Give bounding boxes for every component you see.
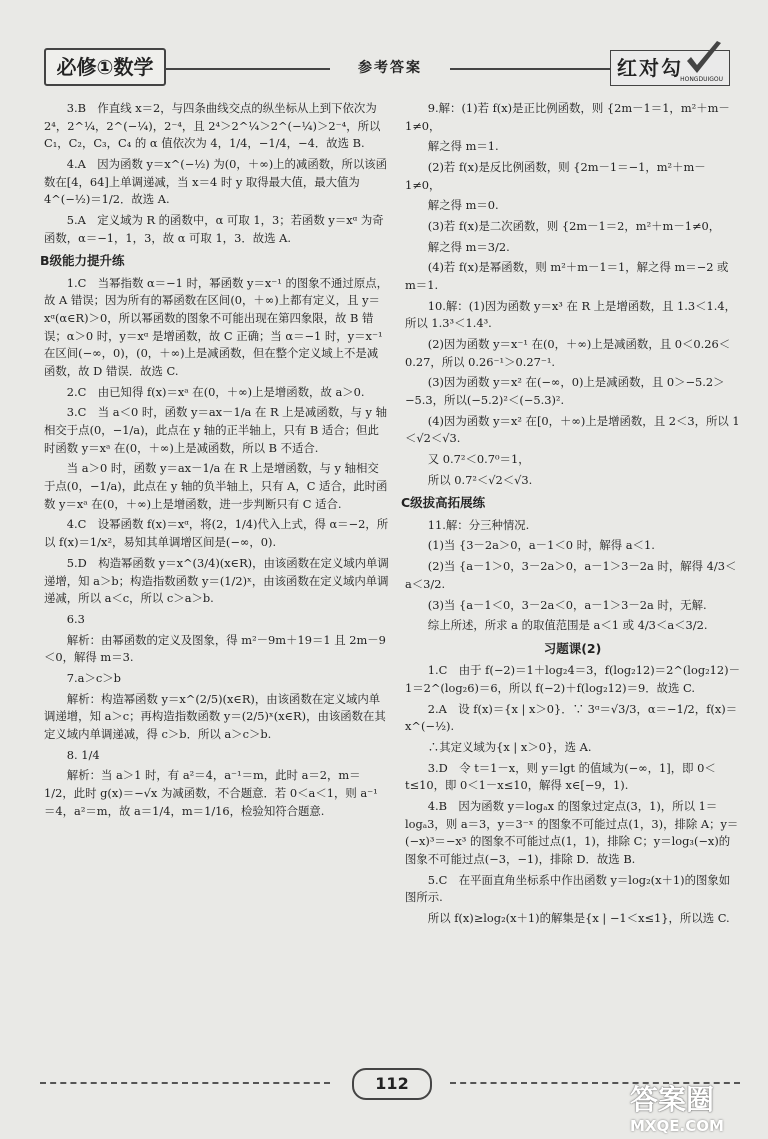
section-heading: C级拔高拓展练 [401, 495, 486, 511]
answer-paragraph: 5.D 构造幂函数 y＝x^(3/4)(x∈R)，由该函数在定义域内单调递增，知 a＞b；构造指数函数 y＝(1/2)ˣ，由该函数在定义域内单调递减，所以 a＜c，所以 c＞a＞b. [44, 555, 389, 606]
site-watermark [630, 1078, 750, 1136]
answer-paragraph: 3.C 当 a＜0 时，函数 y＝ax－1/a 在 R 上是减函数，与 y 轴相交于点(0，−1/a)，此点在 y 轴的正半轴上，只有 B 适合；但此时函数 y＝xᵃ 在(0，＋∞)上是减函数，所以 B 不适合. [44, 405, 387, 455]
answer-paragraph: 解之得 m＝3/2. [427, 239, 510, 254]
answer-paragraph: 综上所述，所求 a 的取值范围是 a＜1 或 4/3＜a＜3/2. [427, 618, 708, 633]
checkmark-icon [681, 37, 725, 81]
brand-name: 红对勾 [617, 56, 683, 80]
answer-paragraph: 5.C 在平面直角坐标系中作出函数 y＝log₂(x＋1)的图象如图所示. [405, 872, 731, 905]
answer-paragraph: 又 0.7²＜0.7⁰＝1， [427, 452, 530, 467]
answer-paragraph: 解析：当 a＞1 时，有 a²＝4，a⁻¹＝m，此时 a＝2，m＝1/2，此时 g(x)＝−√x 为减函数，不合题意．若 0＜a＜1，则 a⁻¹＝4，a²＝m，故 a＝1/4，m＝1/16，检验知符合题意. [44, 768, 378, 818]
answer-paragraph: 4.B 因为函数 y＝logₐx 的图象过定点(3，1)，所以 1＝logₐ3，则 a＝3，y＝3⁻ˣ 的图象不可能过点(1，3)，排除 A；y＝(−x)³＝−x³ 的图象不可能过点(1，1)，排除 C；y＝log₃(−x)的图象不可能过点(−3，−1)，排除 D．故选 B. [405, 798, 739, 866]
answer-paragraph: 8. 1/4 [66, 747, 100, 762]
answer-paragraph: 当 a＞0 时，函数 y＝ax－1/a 在 R 上是增函数，与 y 轴相交于点(0，−1/a)，此点在 y 轴的负半轴上，只有 A，C 适合，此时函数 y＝xᵃ 在(0，＋∞)上是增函数，进一步判断只有 C 适合. [44, 461, 388, 511]
answer-paragraph: (3)因为函数 y＝x² 在(−∞，0)上是减函数，且 0＞−5.2＞−5.3，所以(−5.2)²＜(−5.3)². [405, 375, 725, 408]
book-title: 必修①数学 [44, 48, 166, 86]
answer-paragraph: (2)当 {a－1＞0，3－2a＞0，a－1＞3－2a 时，解得 4/3＜a＜3/2. [405, 559, 737, 591]
answer-paragraph: 10.解：(1)因为函数 y＝x³ 在 R 上是增函数，且 1.3＜1.4，所以 1.3³＜1.4³. [405, 298, 737, 331]
answer-paragraph: (4)因为函数 y＝x² 在[0，＋∞)上是增函数，且 2＜3，所以 1＜√2＜√3. [405, 413, 740, 446]
answer-paragraph: 所以 f(x)≥log₂(x＋1)的解集是{x | −1＜x≤1}，所以选 C. [427, 910, 730, 925]
answer-paragraph: 4.A 因为函数 y＝x^(−½) 为(0，＋∞)上的减函数，所以该函数在[4，64]上单调递减，当 x＝4 时 y 取得最大值，最大值为 4^(−½)＝1/2．故选 A. [44, 157, 388, 207]
answer-paragraph: 解析：构造幂函数 y＝x^(2/5)(x∈R)，由该函数在定义域内单调递增，知 a＞c；再构造指数函数 y＝(2/5)ˣ(x∈R)，由该函数在其定义域内单调递减，得 c＞b．所以 a＞c＞b. [44, 691, 386, 741]
header-title: 参考答案 [330, 58, 450, 80]
section-heading: B级能力提升练 [40, 253, 125, 269]
answer-paragraph: 解之得 m＝0. [427, 198, 499, 213]
answer-paragraph: 6.3 [66, 611, 85, 626]
answer-paragraph: (2)若 f(x)是反比例函数，则 {2m－1＝−1，m²＋m－1≠0， [405, 160, 706, 192]
answer-paragraph: (3)当 {a－1＜0，3－2a＜0，a－1＞3－2a 时，无解. [427, 597, 707, 612]
section-heading: 习题课(2) [543, 640, 602, 656]
answer-paragraph: 11.解：分三种情况. [427, 517, 530, 532]
watermark-url: MXQE.COM [630, 1117, 724, 1136]
answer-paragraph: ∴其定义域为{x | x＞0}，选 A. [427, 739, 592, 754]
answer-paragraph: (2)因为函数 y＝x⁻¹ 在(0，＋∞)上是减函数，且 0＜0.26＜0.27，所以 0.26⁻¹＞0.27⁻¹. [405, 337, 731, 369]
brand-subtitle: HONGDUIGOU [680, 75, 723, 83]
answer-paragraph: (3)若 f(x)是二次函数，则 {2m－1＝2，m²＋m－1≠0， [427, 219, 721, 234]
left-column [40, 100, 389, 823]
answer-paragraph: 解之得 m＝1. [427, 139, 499, 154]
answer-paragraph: 1.C 当幂指数 α＝−1 时，幂函数 y＝x⁻¹ 的图象不通过原点，故 A 错误；因为所有的幂函数在区间(0，＋∞)上都有定义，且 y＝xᵅ(α∈R)＞0，所以幂函数的图象不可能出现在第四象限，故 B 错误；α＞0 时，y＝xᵅ 是增函数，故 C 正确；当 α＝−1 时，y＝x⁻¹ 在区间(−∞，0)，(0，＋∞)上是减函数，但在整个定义域上不是减函数，故 D 错误．故选 C. [44, 275, 388, 379]
answer-paragraph: 3.D 令 t＝1－x，则 y＝lgt 的值域为(−∞，1]，即 0＜t≤10，即 0＜1－x≤10，解得 x∈[−9，1). [405, 760, 716, 793]
answer-paragraph: 1.C 由于 f(−2)＝1＋log₂4＝3，f(log₂12)＝2^(log₂12)－1＝2^(log₂6)＝6，所以 f(−2)＋f(log₂12)＝9．故选 C. [405, 663, 740, 695]
answer-paragraph: 5.A 定义域为 R 的函数中，α 可取 1，3；若函数 y＝xᵅ 为奇函数，α＝−1，1，3，故 α 可取 1，3．故选 A. [44, 213, 384, 245]
answer-paragraph: 3.B 作直线 x＝2，与四条曲线交点的纵坐标从上到下依次为 2⁴，2^¼，2^(−¼)，2⁻⁴，且 2⁴＞2^¼＞2^(−¼)＞2⁻⁴，所以 C₁，C₂，C₃，C₄ 的 α 值依次为 4，1/4，−1/4，−4．故选 B. [44, 101, 385, 151]
answer-paragraph: 解析：由幂函数的定义及图象，得 m²－9m＋19＝1 且 2m－9＜0，解得 m＝3. [44, 632, 386, 665]
footer-divider-left [40, 1082, 330, 1084]
answer-paragraph: 2.A 设 f(x)＝{x | x＞0}．∵ 3ᵅ＝√3/3，α＝−1/2，f(x)＝x^(−½). [405, 701, 738, 734]
answer-paragraph: 4.C 设幂函数 f(x)＝xᵅ，将(2，1/4)代入上式，得 α＝−2，所以 f(x)＝1/x²，易知其单调增区间是(−∞，0). [44, 517, 389, 550]
answer-paragraph: 7.a＞c＞b [66, 670, 121, 685]
answer-paragraph: 9.解：(1)若 f(x)是正比例函数，则 {2m－1＝1，m²＋m－1≠0， [405, 101, 730, 133]
page-header [30, 48, 740, 86]
answer-paragraph: 所以 0.7²＜√2＜√3. [427, 472, 533, 487]
answer-paragraph: (1)当 {3－2a＞0，a－1＜0 时，解得 a＜1. [427, 538, 655, 553]
answer-paragraph: 2.C 由已知得 f(x)＝xᵃ 在(0，＋∞)上是增函数，故 a＞0. [66, 384, 365, 399]
watermark-title: 答案圈 [630, 1083, 715, 1116]
answer-paragraph: (4)若 f(x)是幂函数，则 m²＋m－1＝1，解之得 m＝−2 或 m＝1. [405, 260, 733, 293]
page-number: 112 [352, 1068, 432, 1100]
right-column [401, 100, 740, 931]
brand-logo [610, 50, 730, 86]
